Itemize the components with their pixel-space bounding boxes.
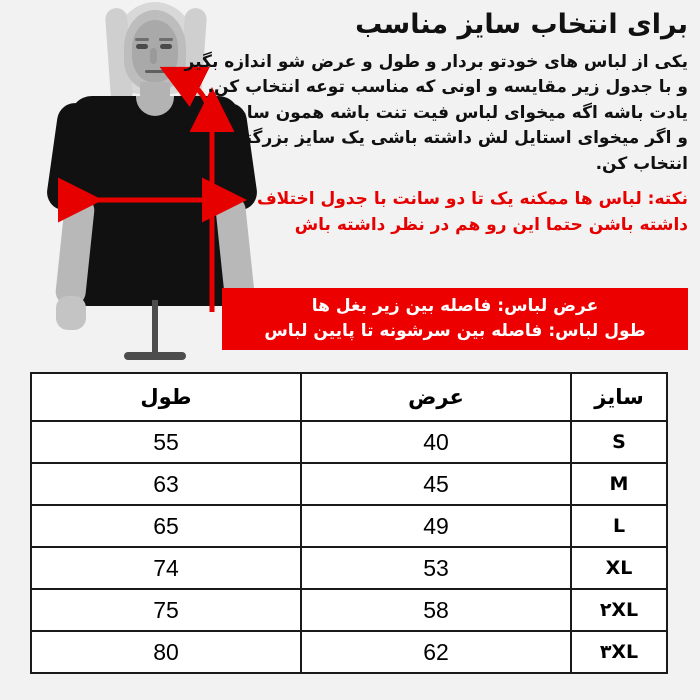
header-size: سایز <box>571 373 667 421</box>
header-width: عرض <box>301 373 571 421</box>
table-row <box>31 547 667 589</box>
cell-length: 80 <box>31 631 301 673</box>
intro-line-5: انتخاب کن. <box>595 153 688 174</box>
size-table-wrapper <box>32 372 668 674</box>
intro-line-4: و اگر میخوای استایل لش داشته باشی یک سایز بزرگتر <box>235 128 688 149</box>
page-title: برای انتخاب سایز مناسب <box>355 9 688 40</box>
table-row <box>31 505 667 547</box>
cell-size: ۳XL <box>571 631 667 673</box>
cell-size: S <box>571 421 667 463</box>
note-line-2: داشته باشن حتما این رو هم در نظر داشته باش <box>294 214 688 235</box>
cell-size: M <box>571 463 667 505</box>
cell-width: 45 <box>301 463 571 505</box>
cell-width: 62 <box>301 631 571 673</box>
cell-size: L <box>571 505 667 547</box>
table-header-row <box>31 373 667 421</box>
table-row <box>31 421 667 463</box>
size-table <box>30 372 668 674</box>
cell-width: 49 <box>301 505 571 547</box>
intro-line-3: یادت باشه اگه میخوای لباس فیت تنت باشه همون سایز <box>229 102 688 123</box>
cell-size: XL <box>571 547 667 589</box>
cell-length: 63 <box>31 463 301 505</box>
cell-size: ۲XL <box>571 589 667 631</box>
cell-width: 40 <box>301 421 571 463</box>
note-line-1: نکته: لباس ها ممکنه یک تا دو سانت با جدول اختلاف <box>256 189 688 210</box>
banner-line-length: طول لباس: فاصله بین سرشونه تا پایین لباس <box>264 321 646 341</box>
table-row <box>31 463 667 505</box>
intro-line-1: یکی از لباس های خودتو بردار و طول و عرض شو اندازه بگیر <box>184 51 688 72</box>
banner-line-width: عرض لباس: فاصله بین زیر بغل ها <box>311 296 599 317</box>
table-row <box>31 631 667 673</box>
table-row <box>31 589 667 631</box>
cell-length: 74 <box>31 547 301 589</box>
cell-width: 53 <box>301 547 571 589</box>
measurement-definition-banner <box>222 288 688 350</box>
header-length: طول <box>31 373 301 421</box>
cell-width: 58 <box>301 589 571 631</box>
cell-length: 75 <box>31 589 301 631</box>
cell-length: 55 <box>31 421 301 463</box>
intro-line-2: و با جدول زیر مقایسه و اونی که مناسب توعه انتخاب کن. <box>207 77 688 98</box>
intro-text-block <box>184 8 688 238</box>
cell-length: 65 <box>31 505 301 547</box>
